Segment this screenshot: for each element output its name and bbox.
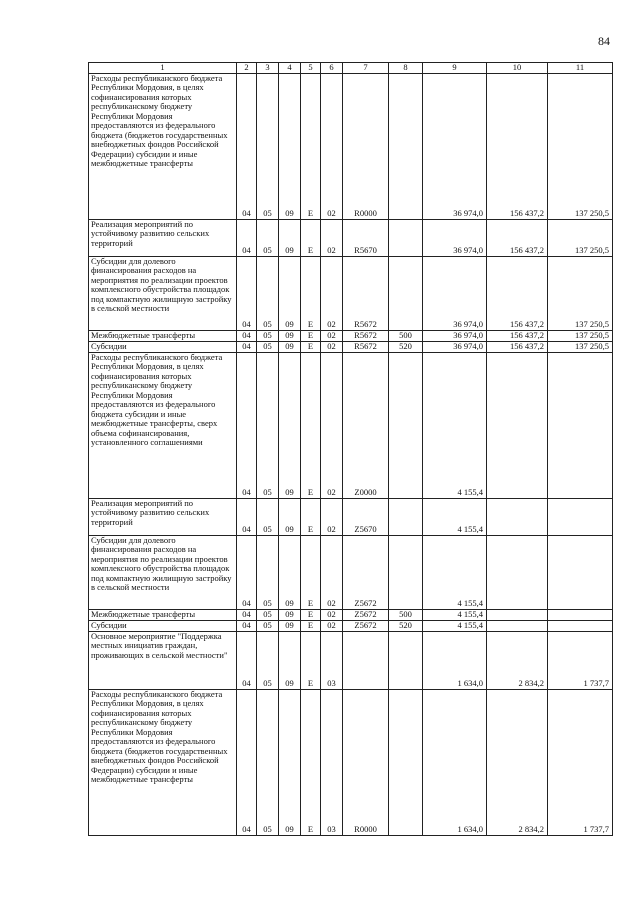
cell-c8 bbox=[389, 631, 423, 689]
cell-c6: 02 bbox=[321, 73, 343, 219]
cell-c7: R5670 bbox=[343, 219, 389, 256]
cell-c6: 02 bbox=[321, 330, 343, 341]
cell-c11: 137 250,5 bbox=[548, 341, 613, 352]
cell-c7: Z5672 bbox=[343, 535, 389, 609]
cell-c8: 500 bbox=[389, 609, 423, 620]
cell-c9: 4 155,4 bbox=[423, 609, 487, 620]
col-header: 3 bbox=[257, 63, 279, 74]
cell-c5: Е bbox=[301, 631, 321, 689]
cell-c7: Z5672 bbox=[343, 609, 389, 620]
cell-c3: 05 bbox=[257, 689, 279, 835]
cell-c10: 2 834,2 bbox=[487, 689, 548, 835]
row-description: Субсидии для долевого финансирования расходов на мероприятия по реализации проектов комплексного обустройства площадок под компактную жилищную застройку в сельской местности bbox=[89, 256, 237, 330]
cell-c9: 4 155,4 bbox=[423, 620, 487, 631]
cell-c9: 4 155,4 bbox=[423, 535, 487, 609]
cell-c8 bbox=[389, 219, 423, 256]
cell-c3: 05 bbox=[257, 631, 279, 689]
cell-c9: 36 974,0 bbox=[423, 256, 487, 330]
col-header: 10 bbox=[487, 63, 548, 74]
cell-c5: Е bbox=[301, 689, 321, 835]
cell-c3: 05 bbox=[257, 609, 279, 620]
cell-c11 bbox=[548, 352, 613, 498]
cell-c8 bbox=[389, 256, 423, 330]
cell-c9: 1 634,0 bbox=[423, 689, 487, 835]
col-header: 5 bbox=[301, 63, 321, 74]
cell-c3: 05 bbox=[257, 620, 279, 631]
cell-c4: 09 bbox=[279, 330, 301, 341]
row-description: Межбюджетные трансферты bbox=[89, 609, 237, 620]
cell-c4: 09 bbox=[279, 689, 301, 835]
cell-c2: 04 bbox=[237, 73, 257, 219]
budget-table bbox=[88, 62, 613, 836]
cell-c5: Е bbox=[301, 352, 321, 498]
cell-c10: 156 437,2 bbox=[487, 256, 548, 330]
cell-c5: Е bbox=[301, 256, 321, 330]
cell-c3: 05 bbox=[257, 535, 279, 609]
table-row bbox=[89, 73, 613, 219]
cell-c11 bbox=[548, 498, 613, 535]
cell-c10 bbox=[487, 498, 548, 535]
row-description: Субсидии bbox=[89, 341, 237, 352]
cell-c6: 02 bbox=[321, 352, 343, 498]
cell-c2: 04 bbox=[237, 219, 257, 256]
cell-c10: 156 437,2 bbox=[487, 73, 548, 219]
row-description: Расходы республиканского бюджета Республики Мордовия, в целях софинансирования которых республиканскому бюджету Республики Мордовия предоставляются из федерального бюджета субсидии и иные межбюджетные трансферты, сверх объема софинансирования, установленного соглашениями bbox=[89, 352, 237, 498]
cell-c3: 05 bbox=[257, 330, 279, 341]
cell-c4: 09 bbox=[279, 535, 301, 609]
col-header: 7 bbox=[343, 63, 389, 74]
cell-c5: Е bbox=[301, 498, 321, 535]
cell-c10 bbox=[487, 609, 548, 620]
cell-c11: 137 250,5 bbox=[548, 219, 613, 256]
page-number: 84 bbox=[598, 34, 610, 48]
cell-c7: R5672 bbox=[343, 256, 389, 330]
cell-c5: Е bbox=[301, 73, 321, 219]
cell-c10: 156 437,2 bbox=[487, 341, 548, 352]
cell-c4: 09 bbox=[279, 341, 301, 352]
cell-c11: 137 250,5 bbox=[548, 330, 613, 341]
cell-c3: 05 bbox=[257, 73, 279, 219]
cell-c7: R5672 bbox=[343, 341, 389, 352]
table-row bbox=[89, 341, 613, 352]
table-row bbox=[89, 620, 613, 631]
cell-c10: 2 834,2 bbox=[487, 631, 548, 689]
cell-c9: 4 155,4 bbox=[423, 498, 487, 535]
cell-c11: 1 737,7 bbox=[548, 689, 613, 835]
cell-c4: 09 bbox=[279, 498, 301, 535]
cell-c7: Z5672 bbox=[343, 620, 389, 631]
col-header: 11 bbox=[548, 63, 613, 74]
col-header: 8 bbox=[389, 63, 423, 74]
cell-c9: 36 974,0 bbox=[423, 341, 487, 352]
cell-c2: 04 bbox=[237, 535, 257, 609]
cell-c3: 05 bbox=[257, 341, 279, 352]
col-header: 2 bbox=[237, 63, 257, 74]
cell-c5: Е bbox=[301, 620, 321, 631]
cell-c4: 09 bbox=[279, 256, 301, 330]
cell-c9: 36 974,0 bbox=[423, 330, 487, 341]
cell-c3: 05 bbox=[257, 498, 279, 535]
cell-c3: 05 bbox=[257, 256, 279, 330]
cell-c10 bbox=[487, 352, 548, 498]
row-description: Расходы республиканского бюджета Республики Мордовия, в целях софинансирования которых республиканскому бюджету Республики Мордовия предоставляются из федерального бюджета (бюджетов государственных внебюджетных фондов Российской Федерации) субсидии и иные межбюджетные трансферты bbox=[89, 73, 237, 219]
cell-c6: 02 bbox=[321, 535, 343, 609]
cell-c8 bbox=[389, 352, 423, 498]
table-row bbox=[89, 609, 613, 620]
cell-c8 bbox=[389, 689, 423, 835]
cell-c4: 09 bbox=[279, 73, 301, 219]
row-description: Субсидии для долевого финансирования расходов на мероприятия по реализации проектов комплексного обустройства площадок под компактную жилищную застройку в сельской местности bbox=[89, 535, 237, 609]
cell-c8: 520 bbox=[389, 341, 423, 352]
col-header: 6 bbox=[321, 63, 343, 74]
cell-c8 bbox=[389, 498, 423, 535]
cell-c7: Z5670 bbox=[343, 498, 389, 535]
cell-c7: Z0000 bbox=[343, 352, 389, 498]
row-description: Расходы республиканского бюджета Республики Мордовия, в целях софинансирования которых республиканскому бюджету Республики Мордовия предоставляются из федерального бюджета (бюджетов государственных внебюджетных фондов Российской Федерации) субсидии и иные межбюджетные трансферты bbox=[89, 689, 237, 835]
cell-c6: 02 bbox=[321, 256, 343, 330]
cell-c7: R0000 bbox=[343, 73, 389, 219]
cell-c11: 1 737,7 bbox=[548, 631, 613, 689]
cell-c7: R0000 bbox=[343, 689, 389, 835]
cell-c2: 04 bbox=[237, 341, 257, 352]
cell-c2: 04 bbox=[237, 689, 257, 835]
table-row bbox=[89, 535, 613, 609]
table-row bbox=[89, 631, 613, 689]
cell-c9: 4 155,4 bbox=[423, 352, 487, 498]
cell-c2: 04 bbox=[237, 609, 257, 620]
cell-c4: 09 bbox=[279, 219, 301, 256]
row-description: Реализация мероприятий по устойчивому развитию сельских территорий bbox=[89, 498, 237, 535]
cell-c5: Е bbox=[301, 609, 321, 620]
cell-c5: Е bbox=[301, 341, 321, 352]
cell-c11 bbox=[548, 609, 613, 620]
cell-c6: 03 bbox=[321, 631, 343, 689]
cell-c2: 04 bbox=[237, 330, 257, 341]
cell-c3: 05 bbox=[257, 352, 279, 498]
cell-c5: Е bbox=[301, 219, 321, 256]
cell-c11: 137 250,5 bbox=[548, 256, 613, 330]
table-row bbox=[89, 689, 613, 835]
table-row bbox=[89, 352, 613, 498]
table-row bbox=[89, 219, 613, 256]
table-row bbox=[89, 256, 613, 330]
cell-c2: 04 bbox=[237, 498, 257, 535]
cell-c6: 02 bbox=[321, 219, 343, 256]
cell-c11: 137 250,5 bbox=[548, 73, 613, 219]
cell-c4: 09 bbox=[279, 609, 301, 620]
cell-c2: 04 bbox=[237, 631, 257, 689]
cell-c6: 03 bbox=[321, 689, 343, 835]
cell-c10: 156 437,2 bbox=[487, 219, 548, 256]
cell-c7: R5672 bbox=[343, 330, 389, 341]
cell-c4: 09 bbox=[279, 631, 301, 689]
cell-c6: 02 bbox=[321, 620, 343, 631]
row-description: Основное мероприятие "Поддержка местных инициатив граждан, проживающих в сельской местности" bbox=[89, 631, 237, 689]
cell-c11 bbox=[548, 620, 613, 631]
cell-c6: 02 bbox=[321, 498, 343, 535]
cell-c10 bbox=[487, 535, 548, 609]
header-row bbox=[89, 63, 613, 74]
cell-c8 bbox=[389, 535, 423, 609]
cell-c10: 156 437,2 bbox=[487, 330, 548, 341]
table-row bbox=[89, 330, 613, 341]
col-header: 1 bbox=[89, 63, 237, 74]
row-description: Субсидии bbox=[89, 620, 237, 631]
cell-c5: Е bbox=[301, 535, 321, 609]
cell-c7 bbox=[343, 631, 389, 689]
cell-c8: 500 bbox=[389, 330, 423, 341]
cell-c10 bbox=[487, 620, 548, 631]
cell-c2: 04 bbox=[237, 256, 257, 330]
cell-c3: 05 bbox=[257, 219, 279, 256]
col-header: 9 bbox=[423, 63, 487, 74]
cell-c4: 09 bbox=[279, 620, 301, 631]
cell-c6: 02 bbox=[321, 341, 343, 352]
cell-c9: 1 634,0 bbox=[423, 631, 487, 689]
cell-c4: 09 bbox=[279, 352, 301, 498]
row-description: Реализация мероприятий по устойчивому развитию сельских территорий bbox=[89, 219, 237, 256]
table-row bbox=[89, 498, 613, 535]
row-description: Межбюджетные трансферты bbox=[89, 330, 237, 341]
cell-c9: 36 974,0 bbox=[423, 219, 487, 256]
cell-c8 bbox=[389, 73, 423, 219]
cell-c2: 04 bbox=[237, 620, 257, 631]
cell-c9: 36 974,0 bbox=[423, 73, 487, 219]
cell-c11 bbox=[548, 535, 613, 609]
cell-c8: 520 bbox=[389, 620, 423, 631]
cell-c5: Е bbox=[301, 330, 321, 341]
col-header: 4 bbox=[279, 63, 301, 74]
cell-c2: 04 bbox=[237, 352, 257, 498]
cell-c6: 02 bbox=[321, 609, 343, 620]
